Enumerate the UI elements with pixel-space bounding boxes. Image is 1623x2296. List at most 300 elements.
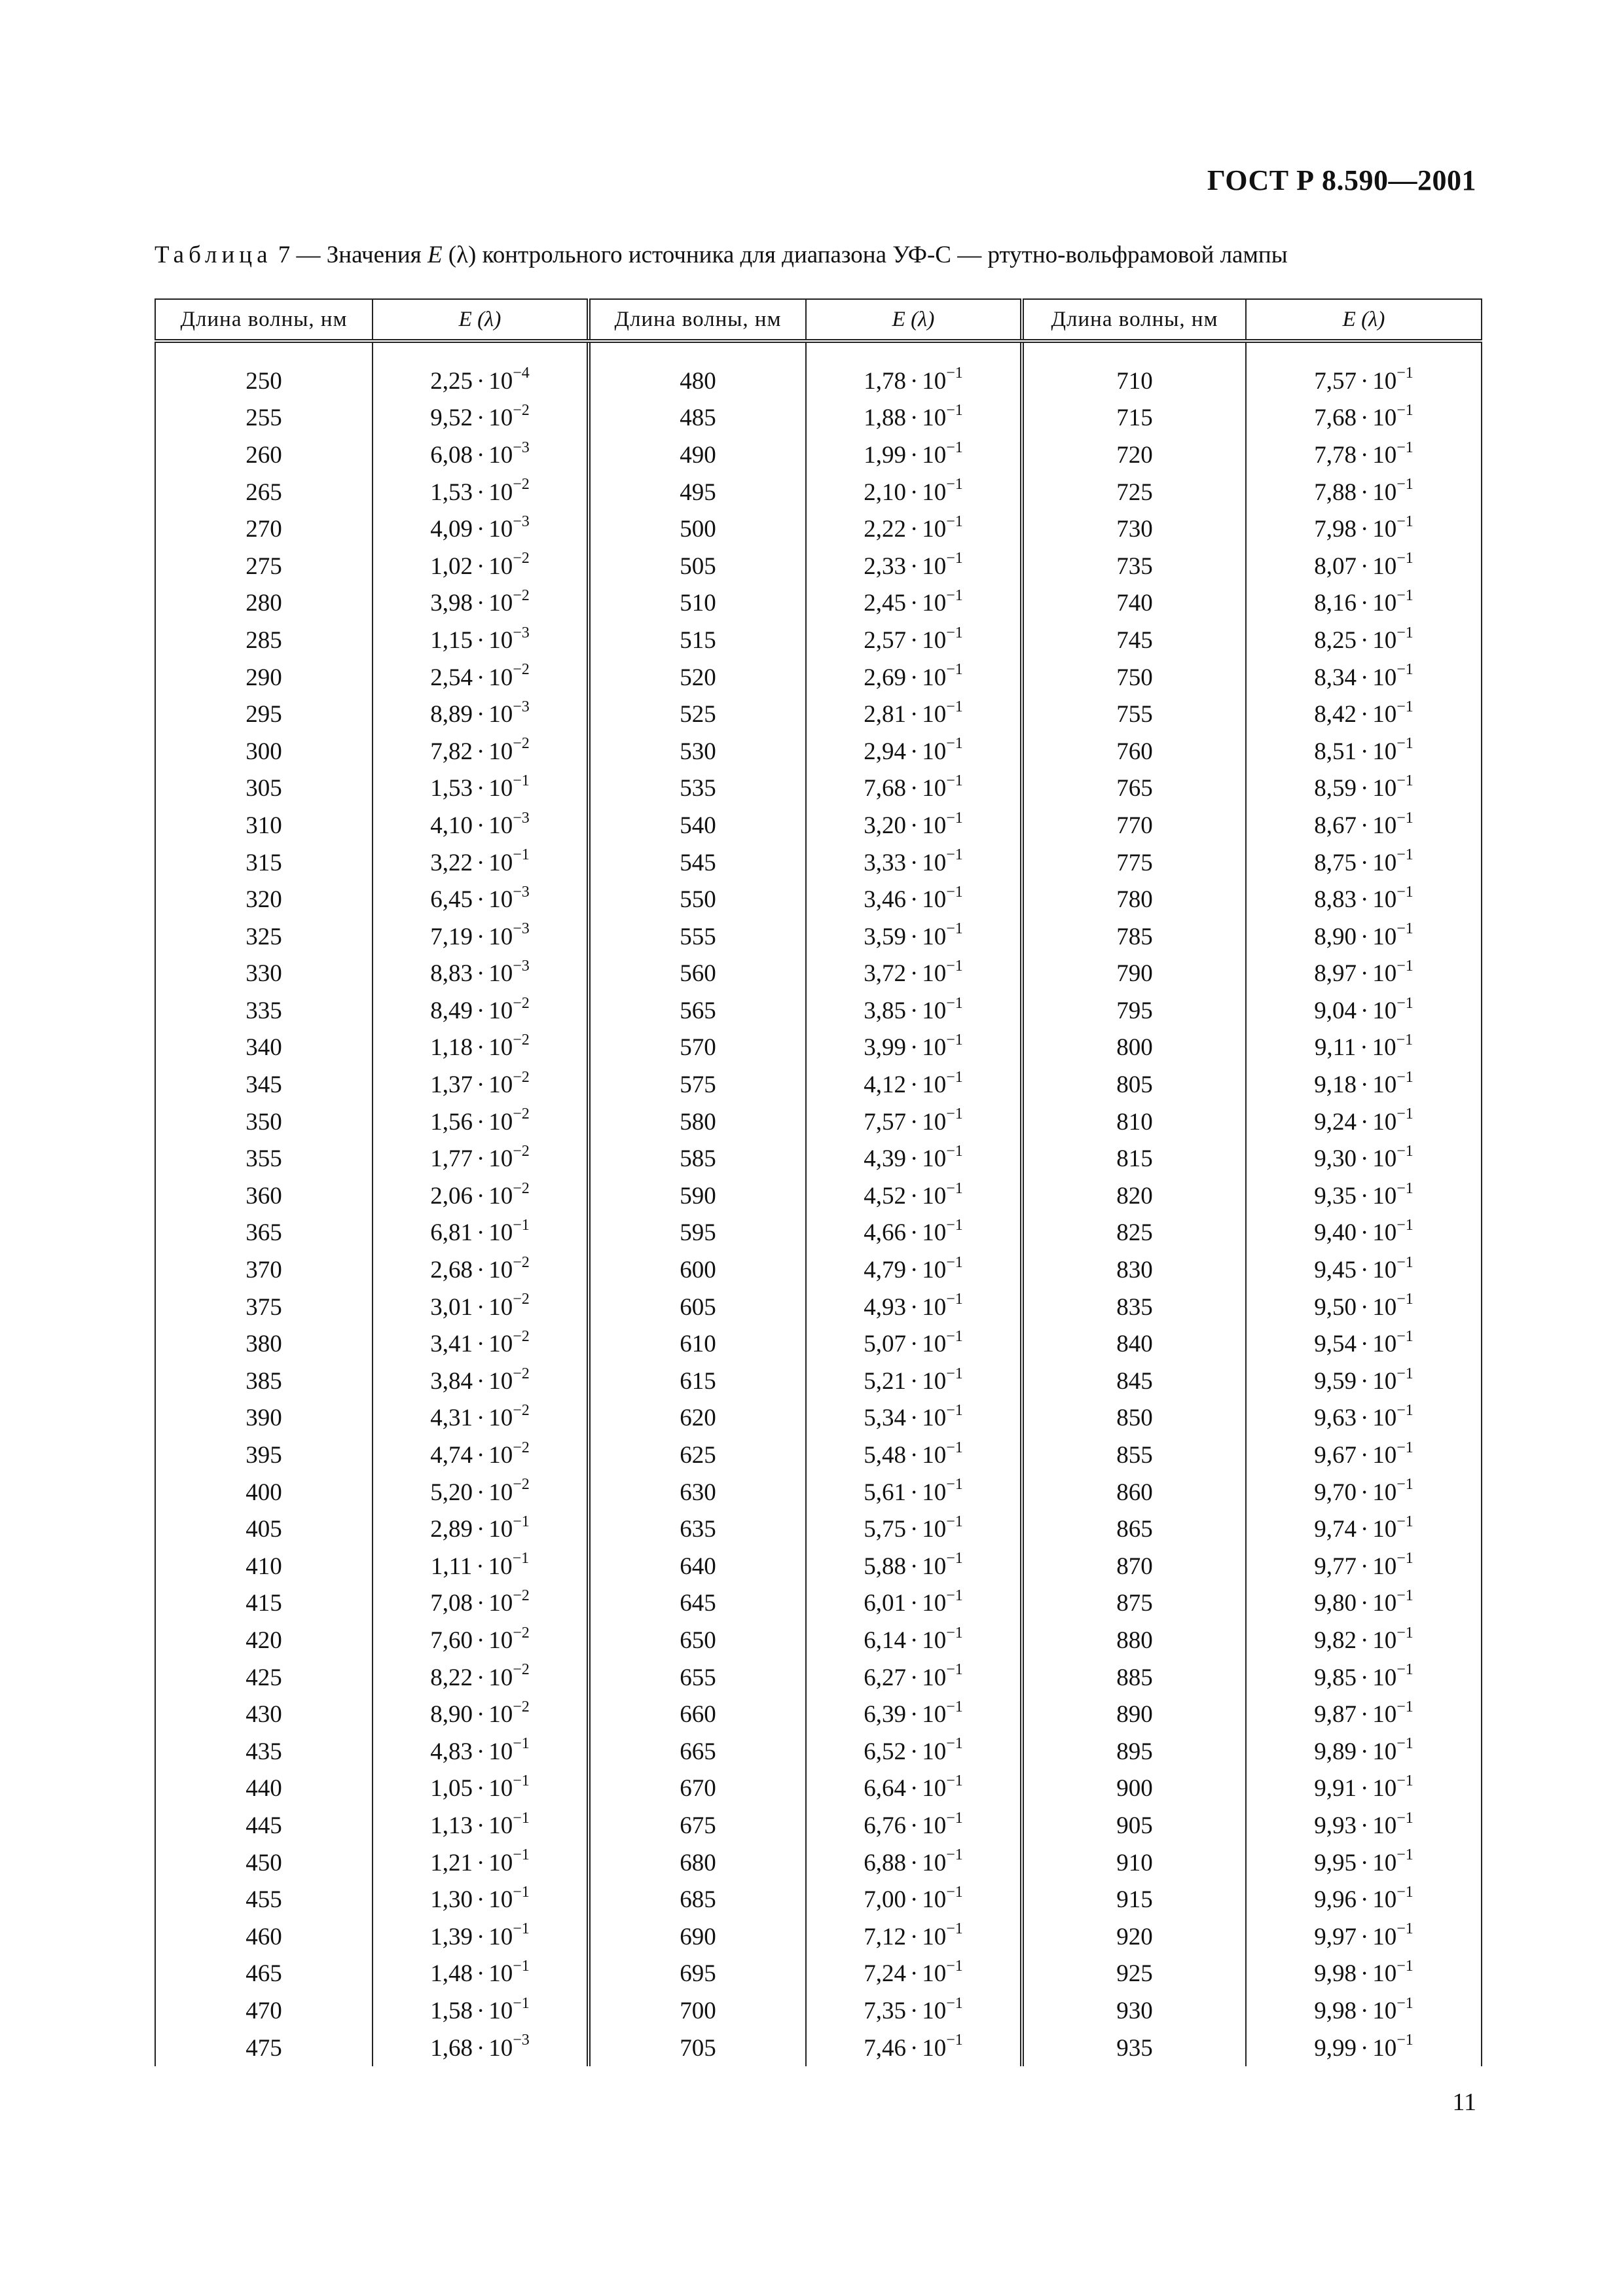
e-lambda-value [430,1515,530,1543]
e-lambda-cell [373,2030,589,2067]
exponent: −1 [1396,920,1413,938]
table-row [155,1956,1482,1993]
base-ten: 10 [922,1331,947,1358]
e-lambda-cell [1246,1548,1482,1585]
exponent: −1 [946,1624,963,1641]
e-lambda-cell [373,1770,589,1808]
wavelength-cell: 895 [1022,1733,1246,1770]
wavelength-cell: 655 [589,1659,806,1696]
table-row [155,918,1482,956]
e-lambda-value [1314,661,1413,692]
wavelength-cell: 340 [155,1030,373,1067]
base-ten: 10 [1372,1849,1397,1876]
base-ten: 10 [922,1812,947,1839]
e-lambda-value [864,589,963,617]
wavelength-cell: 465 [155,1956,373,1993]
e-lambda-cell [373,844,589,882]
exponent: −2 [513,1291,530,1308]
e-lambda-cell [1246,1659,1482,1696]
exponent: −1 [1396,1513,1413,1530]
e-lambda-value [430,1219,530,1247]
mantissa: 9,50 [1314,1293,1357,1321]
wavelength-cell: 545 [589,844,806,882]
e-lambda-value [1314,1661,1413,1692]
e-lambda-cell [806,363,1022,400]
base-ten: 10 [488,775,513,802]
multiply-sign: · [909,404,919,432]
e-lambda-cell [806,659,1022,696]
wavelength-cell: 795 [1022,992,1246,1030]
exponent: −1 [946,1550,963,1568]
wavelength-cell: 730 [1022,511,1246,548]
multiply-sign: · [1360,1997,1369,2024]
e-lambda-value [430,883,530,914]
multiply-sign: · [1360,404,1369,432]
exponent: −1 [1396,1809,1413,1827]
multiply-sign: · [476,1182,485,1210]
multiply-sign: · [909,1701,919,1729]
exponent: −1 [946,1142,963,1160]
e-lambda-cell [806,956,1022,993]
exponent: −1 [1396,1661,1413,1679]
e-lambda-value [864,774,963,802]
exponent: −1 [1396,809,1413,827]
base-ten: 10 [922,1960,947,1988]
e-lambda-value [864,735,963,766]
caption-symbol-arg: (λ) [448,242,477,268]
e-lambda-value [430,1735,530,1766]
base-ten: 10 [1372,1886,1397,1914]
base-ten: 10 [922,701,947,728]
base-ten: 10 [922,478,947,506]
e-lambda-cell [373,659,589,696]
table-row [155,696,1482,733]
e-lambda-cell [373,548,589,585]
exponent: −1 [946,1958,963,1975]
spacer-cell [373,341,589,363]
e-lambda-cell [806,1251,1022,1289]
base-ten: 10 [922,923,947,950]
e-lambda-cell [373,1103,589,1141]
multiply-sign: · [1360,1145,1369,1173]
table-spacer-row [155,341,1482,363]
base-ten: 10 [922,1442,947,1469]
multiply-sign: · [1360,1071,1369,1099]
base-ten: 10 [922,1923,947,1950]
wavelength-cell: 915 [1022,1881,1246,1918]
base-ten: 10 [922,1405,947,1432]
mantissa: 7,68 [1314,404,1357,432]
mantissa: 6,27 [864,1664,906,1691]
multiply-sign: · [1360,1590,1369,1617]
e-lambda-value [430,1589,530,1617]
wavelength-cell: 800 [1022,1030,1246,1067]
e-lambda-cell [373,1585,589,1623]
e-lambda-value [864,1661,963,1692]
base-ten: 10 [922,849,947,876]
multiply-sign: · [1360,1738,1369,1765]
wavelength-cell: 755 [1022,696,1246,733]
base-ten: 10 [922,1219,947,1247]
multiply-sign: · [476,367,485,395]
multiply-sign: · [476,1849,485,1876]
base-ten: 10 [922,960,947,988]
e-lambda-value [864,1179,963,1210]
exponent: −1 [1396,512,1413,530]
base-ten: 10 [922,1849,947,1876]
mantissa: 1,58 [430,1997,473,2024]
e-lambda-value [864,1219,963,1247]
mantissa: 1,13 [430,1812,473,1839]
e-lambda-value [430,1142,530,1173]
exponent: −2 [513,994,530,1012]
e-lambda-value [864,404,963,432]
multiply-sign: · [1360,1479,1369,1506]
e-lambda-value [1314,1626,1413,1655]
multiply-sign: · [1360,1293,1369,1321]
e-lambda-value [430,920,530,951]
e-lambda-cell [806,807,1022,844]
mantissa: 5,20 [430,1479,473,1506]
base-ten: 10 [488,1034,513,1062]
e-lambda-value [1314,1219,1413,1247]
mantissa: 8,07 [1314,552,1357,580]
base-ten: 10 [1372,1034,1396,1062]
e-lambda-value [864,1033,963,1062]
e-lambda-cell [373,1733,589,1770]
wavelength-cell: 900 [1022,1770,1246,1808]
multiply-sign: · [476,1626,485,1654]
wavelength-cell: 645 [589,1585,806,1623]
multiply-sign: · [1360,775,1369,802]
e-lambda-cell [806,1140,1022,1177]
wavelength-cell: 680 [589,1844,806,1882]
table-row [155,881,1482,918]
base-ten: 10 [922,1367,947,1395]
e-lambda-value [864,1994,963,2025]
wavelength-cell: 735 [1022,548,1246,585]
multiply-sign: · [1360,664,1369,691]
base-ten: 10 [922,1516,947,1543]
e-lambda-value [430,1476,530,1507]
e-lambda-cell [1246,622,1482,659]
multiply-sign: · [476,1479,485,1506]
mantissa: 5,88 [864,1552,906,1580]
base-ten: 10 [922,626,947,654]
mantissa: 2,33 [864,552,906,580]
e-lambda-cell [373,400,589,437]
mantissa: 1,39 [430,1923,473,1950]
multiply-sign: · [909,775,919,802]
e-lambda-value [430,2034,530,2062]
mantissa: 6,81 [430,1219,473,1247]
e-lambda-value [430,1441,530,1469]
table-row [155,585,1482,622]
exponent: −1 [1396,1624,1413,1641]
wavelength-cell: 445 [155,1807,373,1844]
mantissa: 1,56 [430,1108,473,1136]
exponent: −1 [946,1327,963,1345]
e-lambda-cell [806,1030,1022,1067]
base-ten: 10 [922,590,947,617]
mantissa: 4,74 [430,1442,473,1469]
mantissa: 1,18 [430,1034,473,1062]
wavelength-cell: 270 [155,511,373,548]
wavelength-cell: 275 [155,548,373,585]
e-lambda-value [1314,994,1413,1025]
wavelength-cell: 325 [155,918,373,956]
e-lambda-value [864,552,963,581]
mantissa: 8,16 [1314,590,1357,617]
exponent: −1 [1396,2032,1413,2049]
wavelength-cell: 515 [589,622,806,659]
multiply-sign: · [476,1775,485,1803]
mantissa: 9,40 [1314,1219,1357,1247]
e-lambda-value [864,2034,963,2062]
exponent: −3 [513,698,530,715]
exponent: −3 [513,883,530,901]
multiply-sign: · [476,960,485,988]
e-lambda-cell [373,1622,589,1659]
e-lambda-cell [1246,1030,1482,1067]
spacer-cell [589,341,806,363]
base-ten: 10 [1372,1257,1397,1284]
wavelength-cell: 725 [1022,474,1246,511]
e-lambda-cell [1246,1956,1482,1993]
multiply-sign: · [476,1034,485,1062]
e-lambda-value [430,1846,530,1877]
wavelength-cell: 660 [589,1696,806,1733]
multiply-sign: · [1360,1812,1369,1839]
e-lambda-value [430,809,530,840]
base-ten: 10 [488,1479,513,1506]
e-lambda-value [864,367,963,395]
multiply-sign: · [1360,1034,1368,1062]
mantissa: 9,93 [1314,1812,1357,1839]
exponent: −1 [513,1883,530,1901]
table-header-row [155,299,1482,341]
exponent: −1 [946,1217,963,1234]
wavelength-cell: 385 [155,1363,373,1400]
mantissa: 8,42 [1314,701,1357,728]
e-lambda-cell [1246,1807,1482,1844]
mantissa: 2,89 [430,1516,473,1543]
base-ten: 10 [488,1516,513,1543]
e-lambda-cell [373,770,589,808]
multiply-sign: · [1360,1182,1369,1210]
multiply-sign: · [476,664,485,691]
base-ten: 10 [922,664,947,691]
table-row [155,1733,1482,1770]
caption-number: 7 [278,242,291,268]
table-row [155,622,1482,659]
e-lambda-cell [806,2030,1022,2067]
e-lambda-value [1314,1515,1413,1543]
base-ten: 10 [1372,552,1397,580]
base-ten: 10 [1372,1108,1397,1136]
data-table-container [155,298,1481,2079]
e-lambda-value [1314,957,1413,988]
wavelength-cell: 365 [155,1215,373,1252]
e-lambda-cell [806,881,1022,918]
exponent: −1 [946,1883,963,1901]
base-ten: 10 [1372,367,1397,395]
e-lambda-value [1314,2034,1413,2062]
e-lambda-cell [373,807,589,844]
base-ten: 10 [922,738,947,765]
exponent: −2 [513,1179,530,1197]
mantissa: 1,05 [430,1775,473,1803]
base-ten: 10 [488,1219,513,1247]
e-lambda-value [1314,1105,1413,1136]
multiply-sign: · [909,1849,919,1876]
multiply-sign: · [476,701,485,728]
e-lambda-value [864,1142,963,1173]
mantissa: 1,02 [430,552,473,580]
mantissa: 1,11 [430,1552,473,1580]
wavelength-cell: 255 [155,400,373,437]
e-lambda-value [1314,846,1413,877]
base-ten: 10 [922,775,947,802]
base-ten: 10 [488,1182,513,1210]
e-lambda-cell [806,1585,1022,1623]
multiply-sign: · [909,478,919,506]
exponent: −1 [946,2032,963,2049]
base-ten: 10 [1372,1442,1397,1469]
mantissa: 9,52 [430,404,473,432]
e-lambda-value [864,1883,963,1914]
base-ten: 10 [488,1738,513,1765]
e-lambda-value [1314,404,1413,432]
table-row [155,1437,1482,1474]
exponent: −1 [1396,1846,1413,1864]
wavelength-cell: 395 [155,1437,373,1474]
mantissa: 1,37 [430,1071,473,1099]
e-lambda-value [864,1589,963,1617]
e-lambda-cell [1246,918,1482,956]
table-row [155,474,1482,511]
multiply-sign: · [476,2034,485,2062]
mantissa: 3,59 [864,923,906,950]
e-lambda-cell [1246,1363,1482,1400]
wavelength-cell: 315 [155,844,373,882]
e-lambda-cell [1246,363,1482,400]
e-lambda-cell [373,474,589,511]
e-lambda-cell [373,992,589,1030]
wavelength-cell: 350 [155,1103,373,1141]
base-ten: 10 [488,1405,513,1432]
e-lambda-cell [806,1659,1022,1696]
wavelength-cell: 930 [1022,1992,1246,2030]
caption-dash: — [296,242,321,268]
multiply-sign: · [1360,1108,1369,1136]
mantissa: 3,99 [864,1034,906,1062]
e-lambda-value [1314,809,1413,840]
base-ten: 10 [1372,997,1397,1024]
mantissa: 7,35 [864,1997,906,2024]
mantissa: 4,31 [430,1405,473,1432]
multiply-sign: · [1360,516,1369,543]
wavelength-cell: 855 [1022,1437,1246,1474]
base-ten: 10 [922,1626,947,1654]
exponent: −1 [946,1179,963,1197]
table-row [155,1400,1482,1437]
e-lambda-cell [806,437,1022,474]
base-ten: 10 [922,1664,947,1691]
mantissa: 2,57 [864,626,906,654]
multiply-sign: · [1360,1664,1369,1691]
wavelength-cell: 380 [155,1325,373,1363]
e-lambda-value [1314,1700,1413,1729]
wavelength-cell: 480 [589,363,806,400]
exponent: −1 [1396,1958,1413,1975]
e-lambda-value [1314,735,1413,766]
wavelength-cell: 865 [1022,1511,1246,1548]
base-ten: 10 [488,1960,513,1988]
exponent: −1 [946,809,963,827]
e-lambda-cell [806,1770,1022,1808]
e-lambda-cell [806,696,1022,733]
wavelength-cell: 860 [1022,1474,1246,1511]
e-lambda-cell [1246,2030,1482,2067]
e-lambda-value [1314,1774,1413,1803]
wavelength-cell: 425 [155,1659,373,1696]
e-lambda-value [430,1033,530,1062]
multiply-sign: · [909,1626,919,1654]
multiply-sign: · [909,1516,919,1543]
exponent: −1 [1396,1587,1413,1605]
mantissa: 9,63 [1314,1405,1357,1432]
multiply-sign: · [909,997,919,1024]
multiply-sign: · [1360,1442,1369,1469]
multiply-sign: · [476,1367,485,1395]
multiply-sign: · [476,1108,485,1136]
e-lambda-value [864,1735,963,1766]
base-ten: 10 [488,1626,513,1654]
multiply-sign: · [909,1145,919,1173]
table-row [155,437,1482,474]
e-lambda-value [864,661,963,692]
table-row [155,1770,1482,1808]
e-lambda-cell [373,881,589,918]
wavelength-cell: 760 [1022,733,1246,770]
wavelength-cell: 890 [1022,1696,1246,1733]
wavelength-cell: 290 [155,659,373,696]
wavelength-cell: 430 [155,1696,373,1733]
base-ten: 10 [922,1108,947,1136]
e-lambda-value [1314,1552,1413,1581]
mantissa: 7,08 [430,1590,473,1617]
mantissa: 2,94 [864,738,906,765]
multiply-sign: · [909,1331,919,1358]
multiply-sign: · [476,1071,485,1099]
exponent: −1 [1396,661,1413,679]
base-ten: 10 [488,1849,513,1876]
exponent: −1 [513,1809,530,1827]
wavelength-cell: 490 [589,437,806,474]
wavelength-cell: 575 [589,1066,806,1103]
exponent: −1 [513,1735,530,1753]
mantissa: 8,90 [1314,923,1357,950]
mantissa: 5,21 [864,1367,906,1395]
e-lambda-value [864,1367,963,1395]
multiply-sign: · [909,812,919,839]
e-lambda-cell [1246,511,1482,548]
multiply-sign: · [476,590,485,617]
e-lambda-cell [806,474,1022,511]
base-ten: 10 [1372,1182,1397,1210]
mantissa: 9,77 [1314,1552,1357,1580]
